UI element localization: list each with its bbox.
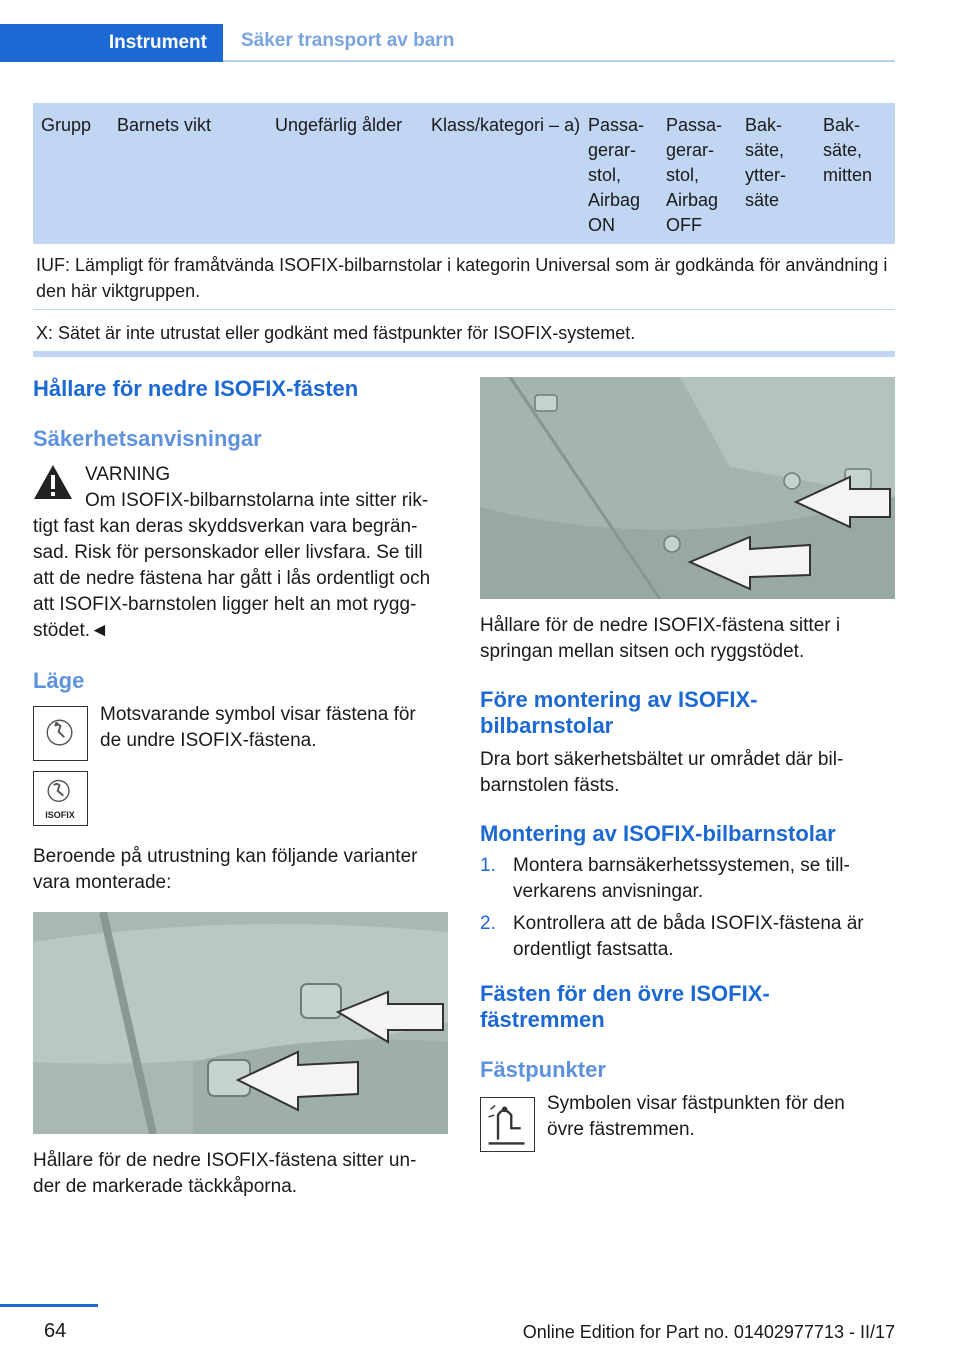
tab-child-transport[interactable]: Säker transport av barn: [241, 30, 455, 51]
isofix-table: [33, 103, 895, 357]
left-column: [33, 376, 448, 1200]
step-text: Kontrollera att de båda ISOFIX-fästena är ordentligt fastsatta.: [513, 913, 864, 960]
before-mount-heading: Före montering av ISOFIX- bilbarnstolar: [480, 687, 758, 738]
upper-tether-heading: Fästen för den övre ISOFIX- fästremmen: [480, 981, 770, 1032]
variants-text: Beroende på utrustning kan följande varianter vara monterade:: [33, 846, 418, 893]
seat-cover-photo: [33, 912, 448, 1134]
step-text: Montera barnsäkerhetssystemen, se till- verkarens anvisningar.: [513, 855, 850, 902]
photo-caption-right: Hållare för de nedre ISOFIX-fästena sitter i springan mellan sitsen och ryggstödet.: [480, 615, 841, 662]
tab-instrument[interactable]: Instrument: [0, 24, 223, 62]
tab-underline: [223, 60, 895, 62]
right-column: [480, 377, 895, 1151]
warning-label: VARNING: [85, 464, 171, 485]
anchor-points-heading: Fästpunkter: [480, 1057, 606, 1082]
seat-gap-photo: [480, 377, 895, 599]
page-number: 64: [44, 1320, 67, 1342]
mount-steps: [480, 853, 895, 963]
table-bottom-rule: [33, 352, 895, 357]
isofix-label-symbol-icon: [33, 771, 88, 826]
mount-heading: Montering av ISOFIX-bilbarnstolar: [480, 821, 836, 846]
th-rear-middle: Bak- säte, mitten: [823, 115, 873, 185]
before-mount-text: Dra bort säkerhetsbältet ur området där bil- barnstolen fästs.: [480, 749, 844, 796]
table-note-iuf: IUF: Lämpligt för framåtvända ISOFIX-bilbarnstolar i kategorin Universal som är godkända för användning i den här viktgruppen.: [33, 244, 895, 310]
warning-triangle-icon: [33, 464, 73, 500]
th-age: Ungefärlig ålder: [275, 115, 403, 135]
header-tabs: [0, 24, 895, 62]
anchor-symbol-block: [480, 1091, 895, 1151]
isofix-label-text: ISOFIX: [45, 810, 75, 820]
section-title-lower-isofix: Hållare för nedre ISOFIX-fästen: [33, 376, 359, 401]
footer-rule: [0, 1304, 98, 1307]
th-passenger-on: Passa- gerar- stol, Airbag ON: [588, 115, 645, 235]
isofix-seat-symbol-icon: [33, 706, 88, 761]
th-weight: Barnets vikt: [117, 115, 212, 135]
list-item: [480, 853, 895, 905]
warning-text-first: Om ISOFIX-bilbarnstolarna inte sitter rik-: [85, 490, 429, 511]
th-class: Klass/kategori – a): [431, 115, 581, 135]
photo-caption-left: Hållare för de nedre ISOFIX-fästena sitter un- der de markerade täckkåporna.: [33, 1150, 417, 1197]
photo-lower-anchors: [33, 912, 448, 1134]
top-tether-symbol-icon: [480, 1097, 535, 1152]
edition-text: Online Edition for Part no. 01402977713 - II/17: [522, 1322, 895, 1342]
th-passenger-off: Passa- gerar- stol, Airbag OFF: [666, 115, 723, 235]
list-item: [480, 911, 895, 963]
photo-seat-gap: [480, 377, 895, 599]
th-grupp: Grupp: [41, 115, 92, 135]
position-heading: Läge: [33, 668, 85, 693]
th-rear-outer: Bak- säte, ytter- säte: [745, 115, 787, 210]
symbol-description: Motsvarande symbol visar fästena för de undre ISOFIX-fästena.: [100, 704, 416, 751]
table-note-x: X: Sätet är inte utrustat eller godkänt med fästpunkter för ISOFIX-systemet.: [33, 310, 895, 352]
warning-text: tigt fast kan deras skyddsverkan vara begrän- sad. Risk för personskador eller livsfara. Se till att de nedre fästena har gått i lås ordentligt och att ISOFIX-barnstolen ligger helt an mot rygg- stödet.◄: [33, 516, 431, 641]
safety-heading: Säkerhetsanvisningar: [33, 426, 262, 451]
symbol-block: [33, 702, 448, 830]
warning-block: [33, 462, 448, 514]
anchor-text: Symbolen visar fästpunkten för den övre fästremmen.: [547, 1093, 845, 1140]
step-number: 2.: [480, 913, 496, 934]
table-header: [33, 103, 895, 244]
step-number: 1.: [480, 855, 496, 876]
